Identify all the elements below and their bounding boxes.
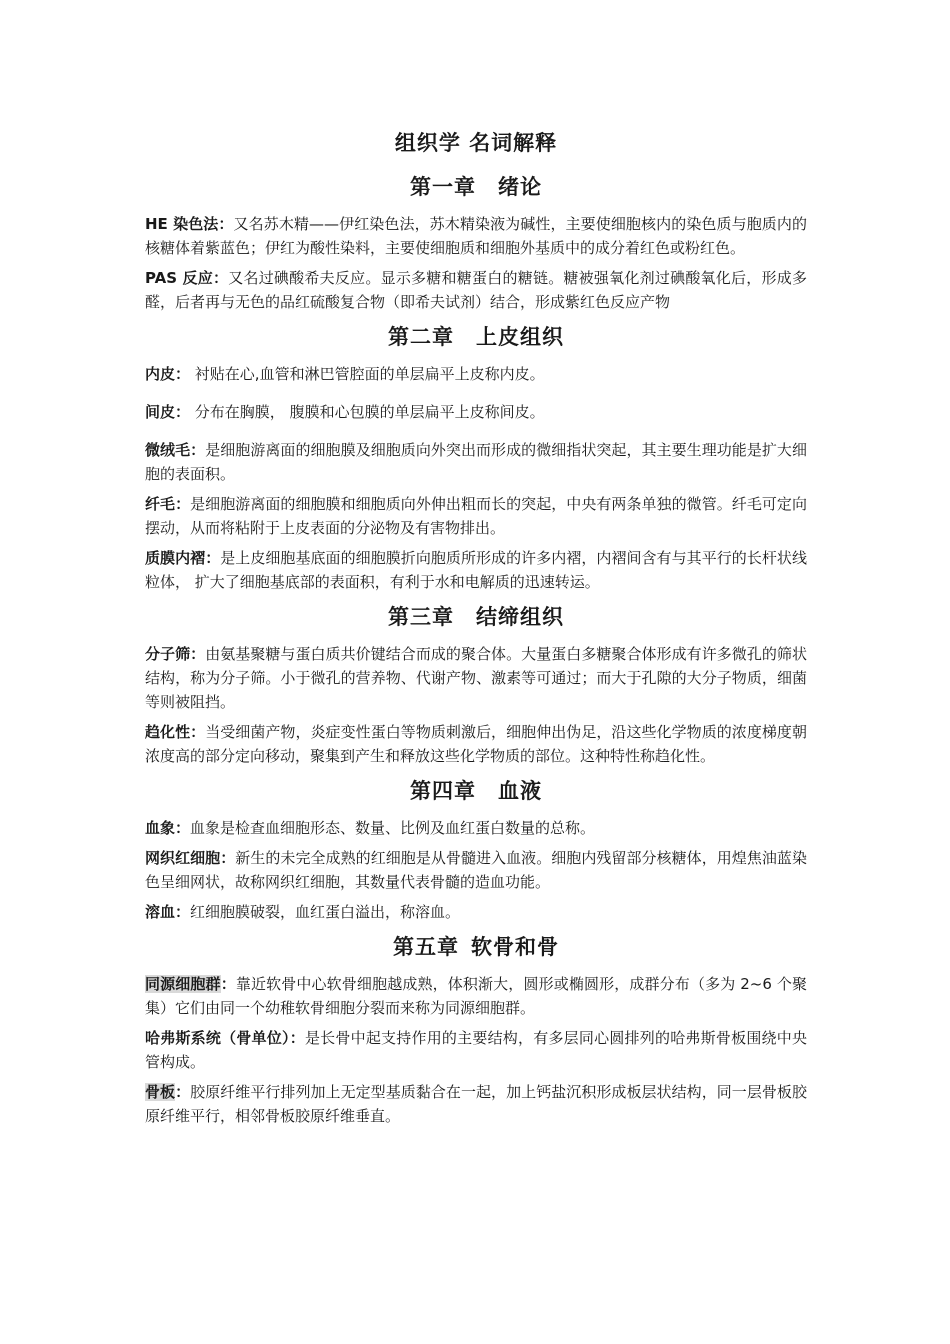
term-definition: 是细胞游离面的细胞膜和细胞质向外伸出粗而长的突起，中央有两条单独的微管。纤毛可定向摆动，从而将粘附于上皮表面的分泌物及有害物排出。 — [145, 495, 807, 537]
document-page — [145, 118, 807, 1134]
term-definition: 是长骨中起支持作用的主要结构，有多层同心圆排列的哈弗斯骨板围绕中央管构成。 — [145, 1029, 807, 1071]
term-reticulocyte: 网织红细胞：新生的未完全成熟的红细胞是从骨髓进入血液。细胞内残留部分核糖体，用煌焦油蓝染色呈细网状，故称网织红细胞，其数量代表骨髓的造血功能。 — [145, 849, 807, 891]
term-he-stain: HE 染色法：又名苏木精——伊红染色法，苏木精染液为碱性，主要使细胞核内的染色质与胞质内的核糖体着紫蓝色；伊红为酸性染料，主要使细胞质和细胞外基质中的成分着红色或粉红色。 — [145, 215, 807, 257]
term-hemolysis: 溶血：红细胞膜破裂，血红蛋白溢出，称溶血。 — [145, 903, 461, 921]
term-plasma-membrane-infolding: 质膜内褶：是上皮细胞基底面的细胞膜折向胞质所形成的许多内褶，内褶间含有与其平行的长杆状线粒体， 扩大了细胞基底部的表面积，有利于水和电解质的迅速转运。 — [145, 549, 807, 591]
term-definition: 由氨基聚糖与蛋白质共价键结合而成的聚合体。大量蛋白多糖聚合体形成有许多微孔的筛状结构，称为分子筛。小于微孔的营养物、代谢产物、激素等可通过；而大于孔隙的大分子物质，细菌等则被阻挡。 — [145, 645, 807, 711]
chapter-name: 结缔组织 — [476, 605, 564, 629]
term-mesothelium: 间皮： 分布在胸膜， 腹膜和心包膜的单层扁平上皮称间皮。 — [145, 403, 545, 421]
term-endothelium: 内皮： 衬贴在心,血管和淋巴管腔面的单层扁平上皮称内皮。 — [145, 365, 545, 383]
chapter-heading-3 — [145, 602, 807, 632]
chapter-name: 上皮组织 — [476, 325, 564, 349]
term-microvilli: 微绒毛：是细胞游离面的细胞膜及细胞质向外突出而形成的微细指状突起，其主要生理功能是扩大细胞的表面积。 — [145, 441, 807, 483]
term-name: 分子筛 — [145, 645, 191, 663]
document-title: 组织学 名词解释 — [394, 131, 558, 155]
term-definition: 又名苏木精——伊红染色法，苏木精染液为碱性，主要使细胞核内的染色质与胞质内的核糖体着紫蓝色；伊红为酸性染料，主要使细胞质和细胞外基质中的成分着红色或粉红色。 — [145, 215, 807, 257]
term-name: 质膜内褶 — [145, 549, 206, 567]
term-definition: 红细胞膜破裂，血红蛋白溢出，称溶血。 — [190, 903, 461, 921]
term-bone-lamella: 骨板：胶原纤维平行排列加上无定型基质黏合在一起，加上钙盐沉积形成板层状结构，同一层骨板胶原纤维平行，相邻骨板胶原纤维垂直。 — [145, 1083, 807, 1125]
chapter-label: 第五章 — [393, 935, 459, 959]
term-definition: 血象是检查血细胞形态、数量、比例及血红蛋白数量的总称。 — [190, 819, 596, 837]
term-definition: 分布在胸膜， 腹膜和心包膜的单层扁平上皮称间皮。 — [190, 403, 545, 421]
chapter-name: 软骨和骨 — [471, 935, 559, 959]
term-definition: 衬贴在心,血管和淋巴管腔面的单层扁平上皮称内皮。 — [190, 365, 545, 383]
chapter-heading-1 — [145, 172, 807, 202]
chapter-name: 绪论 — [498, 175, 542, 199]
term-name: 间皮 — [145, 403, 176, 421]
term-name: 哈弗斯系统（骨单位） — [145, 1029, 290, 1047]
term-name: 溶血 — [145, 903, 176, 921]
chapter-label: 第一章 — [410, 175, 476, 199]
term-name: 同源细胞群 — [145, 975, 221, 993]
term-name: PAS 反应 — [145, 269, 213, 287]
term-name: 骨板 — [145, 1083, 176, 1101]
term-cilia: 纤毛：是细胞游离面的细胞膜和细胞质向外伸出粗而长的突起，中央有两条单独的微管。纤毛可定向摆动，从而将粘附于上皮表面的分泌物及有害物排出。 — [145, 495, 807, 537]
term-definition: 胶原纤维平行排列加上无定型基质黏合在一起，加上钙盐沉积形成板层状结构，同一层骨板胶原纤维平行，相邻骨板胶原纤维垂直。 — [145, 1083, 807, 1125]
term-name: HE 染色法 — [145, 215, 219, 233]
term-name: 微绒毛 — [145, 441, 191, 459]
term-haversian-system: 哈弗斯系统（骨单位）：是长骨中起支持作用的主要结构，有多层同心圆排列的哈弗斯骨板围绕中央管构成。 — [145, 1029, 807, 1071]
term-definition: 是细胞游离面的细胞膜及细胞质向外突出而形成的微细指状突起，其主要生理功能是扩大细胞的表面积。 — [145, 441, 807, 483]
chapter-heading-2 — [145, 322, 807, 352]
chapter-label: 第四章 — [410, 779, 476, 803]
chapter-name: 血液 — [498, 779, 542, 803]
term-name: 趋化性 — [145, 723, 191, 741]
term-definition: 是上皮细胞基底面的细胞膜折向胞质所形成的许多内褶，内褶间含有与其平行的长杆状线粒体， 扩大了细胞基底部的表面积，有利于水和电解质的迅速转运。 — [145, 549, 807, 591]
term-hemogram: 血象：血象是检查血细胞形态、数量、比例及血红蛋白数量的总称。 — [145, 819, 596, 837]
term-name: 内皮 — [145, 365, 176, 383]
chapter-label: 第三章 — [388, 605, 454, 629]
term-definition: 又名过碘酸希夫反应。显示多糖和糖蛋白的糖链。糖被强氧化剂过碘酸氧化后，形成多醛，后者再与无色的品红硫酸复合物（即希夫试剂）结合，形成紫红色反应产物 — [145, 269, 807, 311]
term-name: 网织红细胞 — [145, 849, 221, 867]
term-definition: 新生的未完全成熟的红细胞是从骨髓进入血液。细胞内残留部分核糖体，用煌焦油蓝染色呈细网状，故称网织红细胞，其数量代表骨髓的造血功能。 — [145, 849, 807, 891]
term-molecular-sieve: 分子筛：由氨基聚糖与蛋白质共价键结合而成的聚合体。大量蛋白多糖聚合体形成有许多微孔的筛状结构，称为分子筛。小于微孔的营养物、代谢产物、激素等可通过；而大于孔隙的大分子物质，细菌等则被阻挡。 — [145, 645, 807, 711]
chapter-heading-4 — [145, 776, 807, 806]
term-pas-reaction: PAS 反应：又名过碘酸希夫反应。显示多糖和糖蛋白的糖链。糖被强氧化剂过碘酸氧化后，形成多醛，后者再与无色的品红硫酸复合物（即希夫试剂）结合，形成紫红色反应产物 — [145, 269, 807, 311]
term-definition: 当受细菌产物，炎症变性蛋白等物质刺激后，细胞伸出伪足，沿这些化学物质的浓度梯度朝浓度高的部分定向移动，聚集到产生和释放这些化学物质的部位。这种特性称趋化性。 — [145, 723, 807, 765]
term-name: 血象 — [145, 819, 176, 837]
term-name: 纤毛 — [145, 495, 176, 513]
term-isogenous-group: 同源细胞群：靠近软骨中心软骨细胞越成熟，体积渐大，圆形或椭圆形，成群分布（多为 2~6 个聚集）它们由同一个幼稚软骨细胞分裂而来称为同源细胞群。 — [145, 975, 807, 1017]
chapter-label: 第二章 — [388, 325, 454, 349]
term-definition: 靠近软骨中心软骨细胞越成熟，体积渐大，圆形或椭圆形，成群分布（多为 2~6 个聚集）它们由同一个幼稚软骨细胞分裂而来称为同源细胞群。 — [145, 975, 807, 1017]
term-chemotaxis: 趋化性：当受细菌产物，炎症变性蛋白等物质刺激后，细胞伸出伪足，沿这些化学物质的浓度梯度朝浓度高的部分定向移动，聚集到产生和释放这些化学物质的部位。这种特性称趋化性。 — [145, 723, 807, 765]
chapter-heading-5 — [145, 932, 807, 962]
